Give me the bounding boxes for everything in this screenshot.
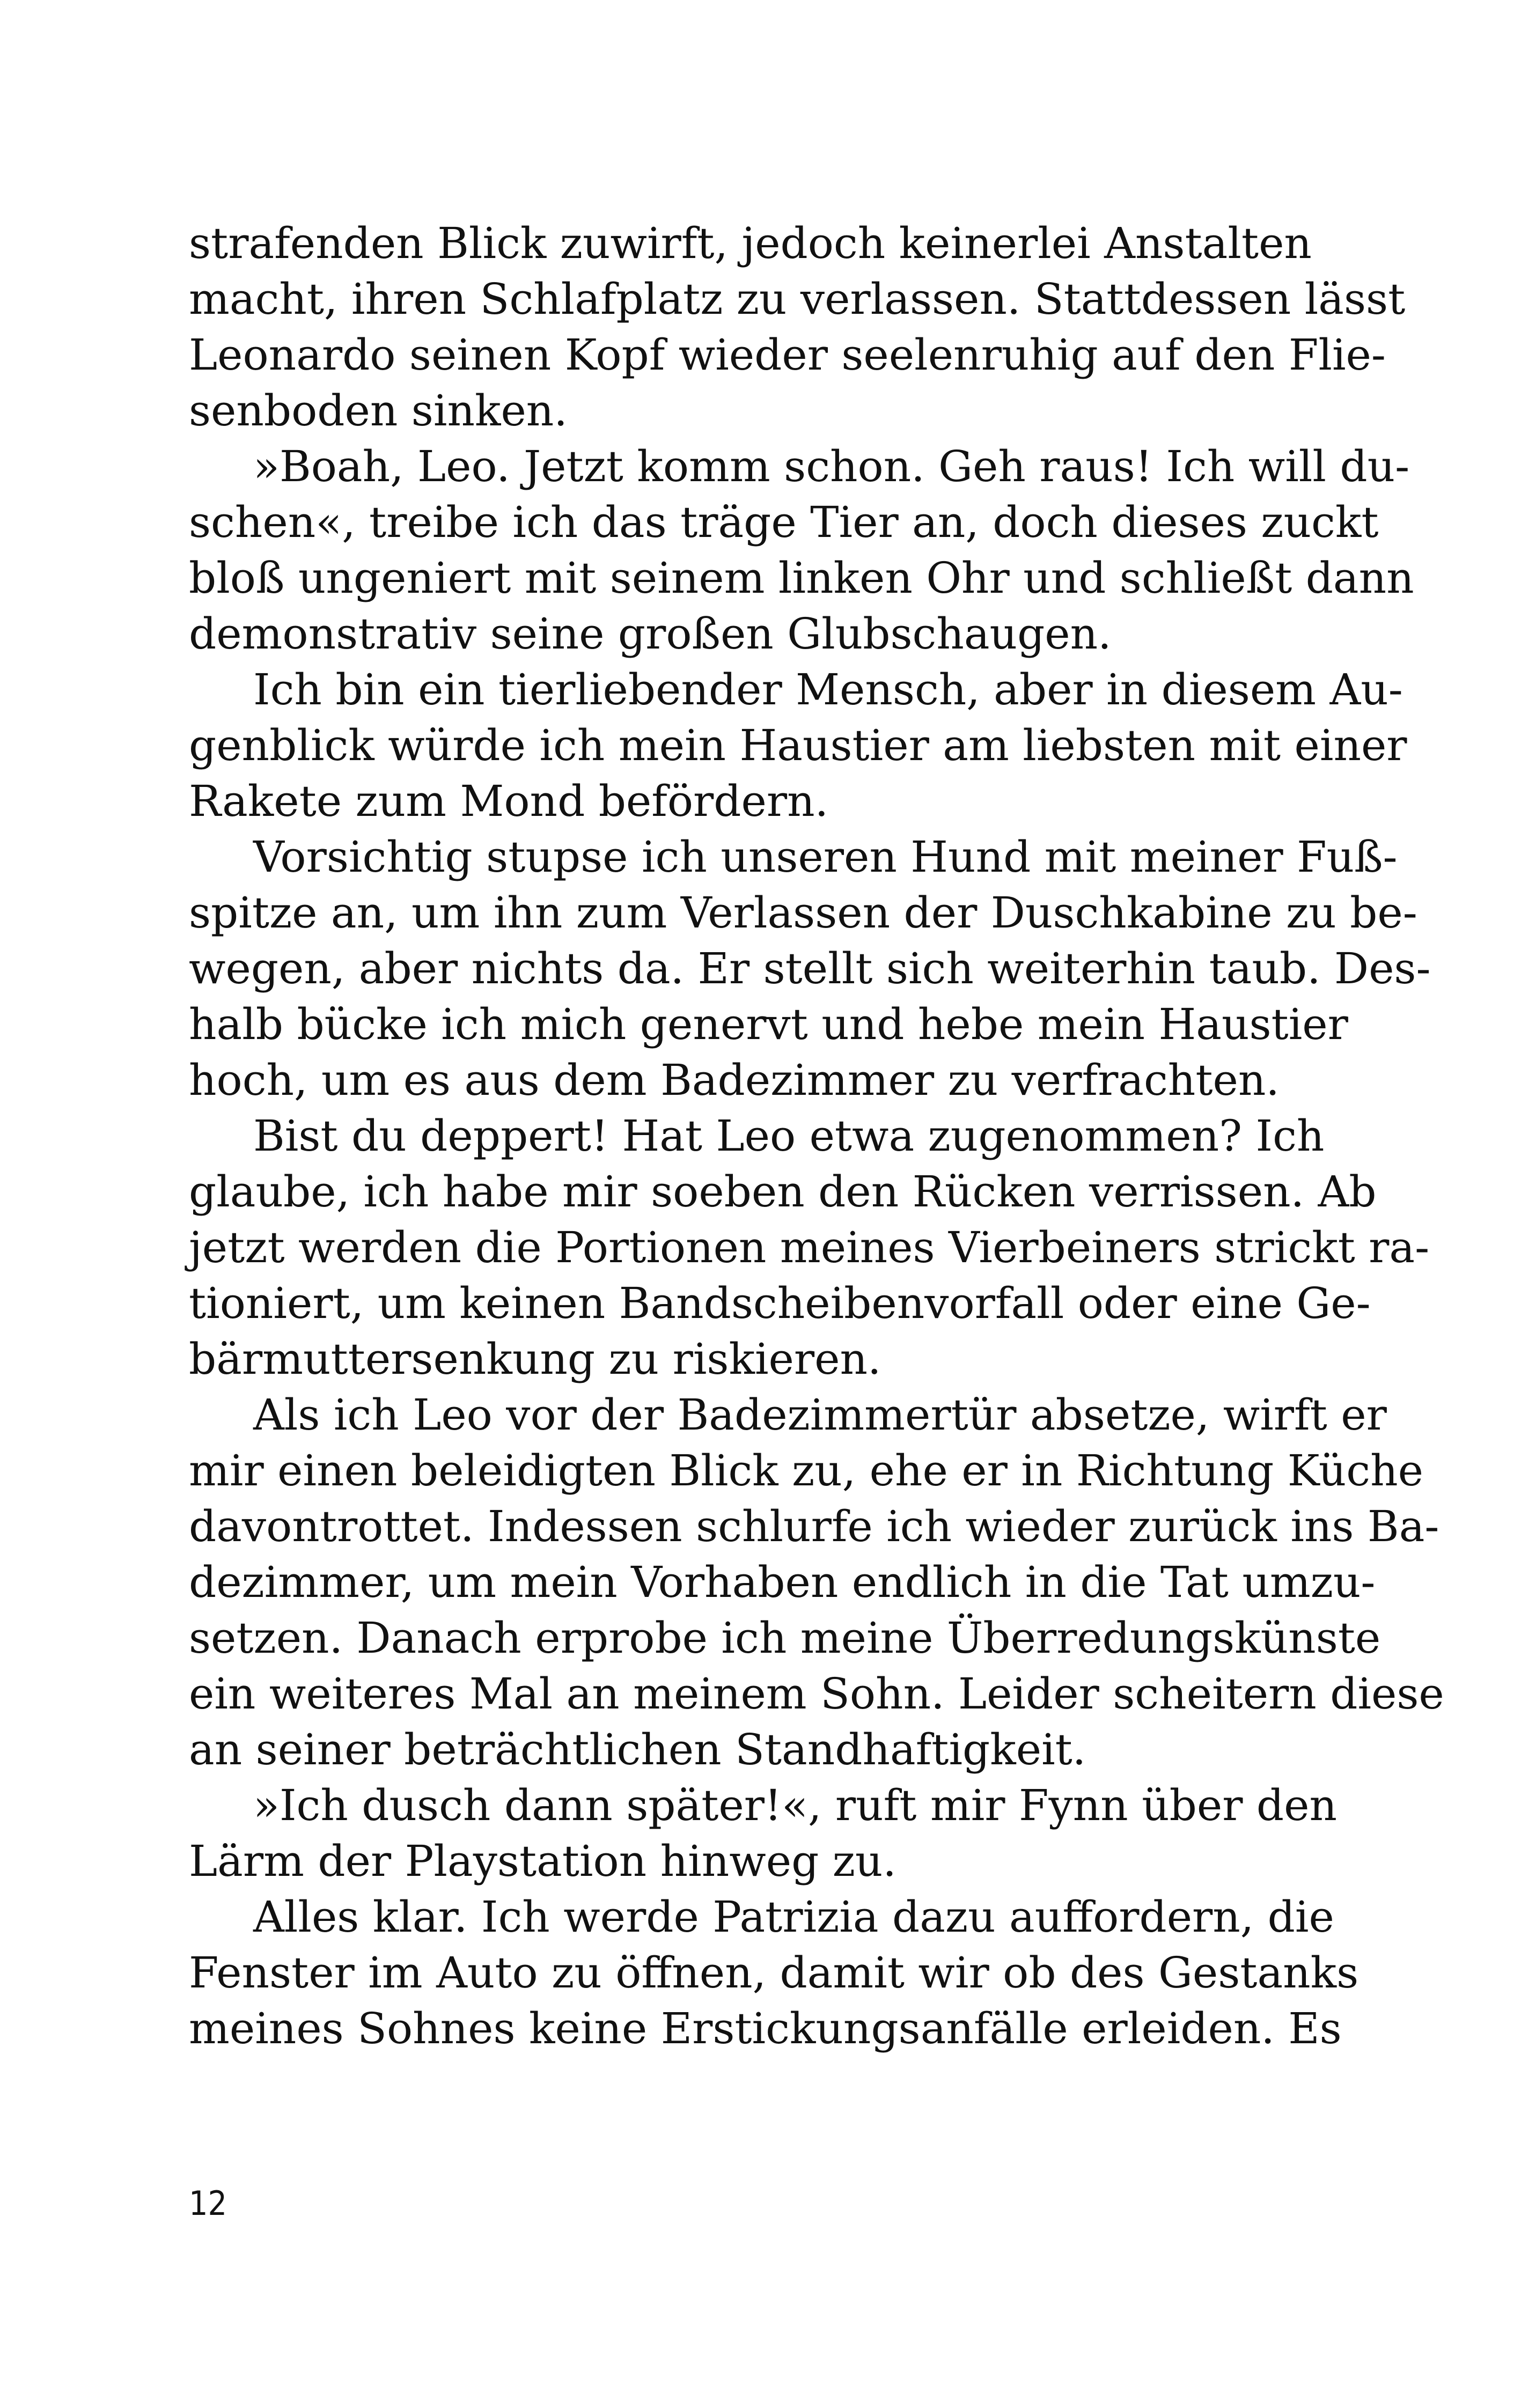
text-line: tioniert, um keinen Bandscheibenvorfall oder eine Ge- [189, 1278, 1371, 1328]
text-line: bärmuttersenkung zu riskieren. [189, 1334, 881, 1384]
text-line: »Boah, Leo. Jetzt komm schon. Geh raus! Ich will du- [253, 441, 1410, 491]
text-line: genblick würde ich mein Haustier am liebsten mit einer [189, 720, 1407, 770]
text-line: halb bücke ich mich genervt und hebe mein Haustier [189, 999, 1348, 1049]
text-line: meines Sohnes keine Erstickungsanfälle erleiden. Es [189, 2004, 1342, 2053]
text-line: wegen, aber nichts da. Er stellt sich weiterhin taub. Des- [189, 944, 1431, 993]
text-line: Alles klar. Ich werde Patrizia dazu auffordern, die [253, 1892, 1334, 1942]
text-line: Fenster im Auto zu öffnen, damit wir ob des Gestanks [189, 1948, 1359, 1998]
text-line: spitze an, um ihn zum Verlassen der Duschkabine zu be- [189, 888, 1417, 938]
text-line: schen«, treibe ich das träge Tier an, doch dieses zuckt [189, 497, 1379, 547]
text-line: Bist du deppert! Hat Leo etwa zugenommen? Ich [253, 1111, 1325, 1161]
paragraph [189, 216, 1406, 439]
paragraph [189, 1778, 1337, 1889]
paragraph [189, 829, 1431, 1108]
text-line: strafenden Blick zuwirft, jedoch keinerlei Anstalten [189, 218, 1312, 268]
text-line: »Ich dusch dann später!«, ruft mir Fynn über den [253, 1780, 1337, 1830]
text-line: Leonardo seinen Kopf wieder seelenruhig auf den Flie- [189, 330, 1386, 380]
text-line: macht, ihren Schlafplatz zu verlassen. Stattdessen lässt [189, 274, 1406, 324]
text-line: glaube, ich habe mir soeben den Rücken verrissen. Ab [189, 1167, 1377, 1217]
paragraph [189, 662, 1407, 829]
text-line: mir einen beleidigten Blick zu, ehe er in Richtung Küche [189, 1446, 1423, 1496]
text-line: senboden sinken. [189, 386, 568, 436]
page-number: 12 [189, 2184, 227, 2223]
text-line: Rakete zum Mond befördern. [189, 776, 829, 826]
paragraph [189, 1108, 1430, 1387]
text-line: bloß ungeniert mit seinem linken Ohr und schließt dann [189, 553, 1414, 603]
paragraph [189, 1387, 1444, 1778]
body-text [189, 216, 1444, 2057]
paragraph [189, 1889, 1359, 2057]
text-line: hoch, um es aus dem Badezimmer zu verfrachten. [189, 1055, 1280, 1105]
text-line: ein weiteres Mal an meinem Sohn. Leider scheitern diese [189, 1669, 1444, 1719]
text-line: davontrottet. Indessen schlurfe ich wieder zurück ins Ba- [189, 1501, 1439, 1551]
paragraph [189, 439, 1414, 662]
text-line: dezimmer, um mein Vorhaben endlich in die Tat umzu- [189, 1557, 1376, 1607]
text-line: setzen. Danach erprobe ich meine Überredungskünste [189, 1613, 1381, 1663]
text-line: Vorsichtig stupse ich unseren Hund mit meiner Fuß- [253, 832, 1398, 882]
text-line: Lärm der Playstation hinweg zu. [189, 1836, 897, 1886]
text-line: demonstrativ seine großen Glubschaugen. [189, 609, 1112, 659]
text-line: Als ich Leo vor der Badezimmertür absetze, wirft er [253, 1390, 1387, 1440]
text-line: Ich bin ein tierliebender Mensch, aber in diesem Au- [253, 665, 1403, 715]
text-line: an seiner beträchtlichen Standhaftigkeit. [189, 1725, 1086, 1774]
text-line: jetzt werden die Portionen meines Vierbeiners strickt ra- [189, 1223, 1430, 1272]
